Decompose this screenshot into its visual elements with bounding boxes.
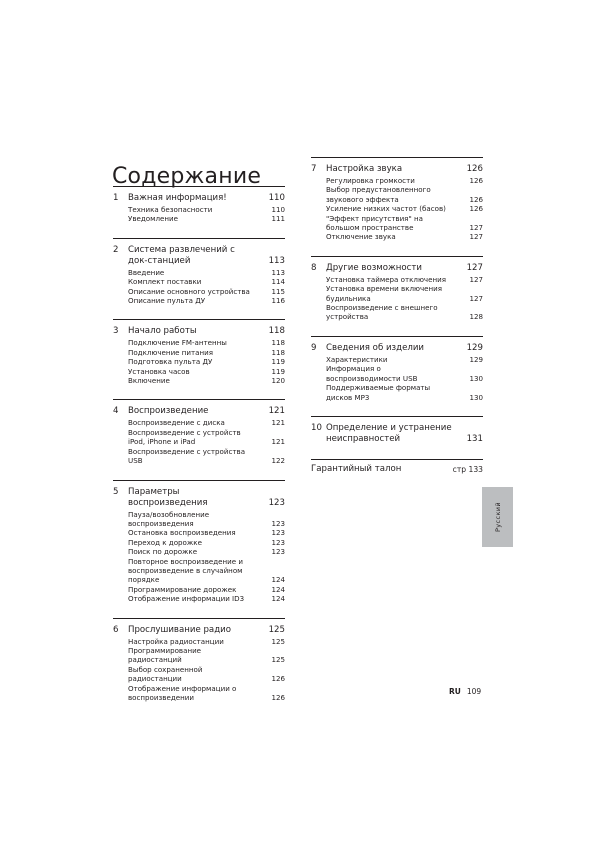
toc-entry[interactable] (311, 204, 483, 213)
section-heading[interactable] (113, 406, 285, 417)
section-title: Важная информация! (128, 193, 227, 203)
section-page: 113 (268, 255, 285, 266)
entry-label: Описание пульта ДУ (128, 296, 206, 306)
entry-page: 119 (271, 357, 285, 367)
entry-page: 118 (271, 347, 285, 357)
entry-label: Отключение звука (326, 232, 396, 242)
toc-entry[interactable] (113, 594, 285, 603)
section-page: 118 (268, 326, 285, 337)
entry-label: Переход к дорожке (128, 537, 202, 547)
warranty-page: стр 133 (452, 464, 483, 474)
section-page: 131 (466, 433, 483, 444)
entry-page: 124 (271, 575, 285, 585)
entry-page: 129 (469, 354, 483, 364)
section-page: 129 (466, 342, 483, 353)
section-title: Прослушивание радио (128, 624, 231, 635)
toc-entry[interactable] (113, 646, 285, 665)
toc-section (113, 399, 285, 465)
section-number: 5 (113, 486, 119, 497)
entry-page: 126 (469, 194, 483, 204)
entry-page: 118 (271, 338, 285, 348)
entry-label: "Эффект присутствия" на большом пространстве (326, 213, 423, 233)
toc-section (311, 416, 483, 445)
toc-section (113, 319, 285, 385)
entry-label: Выбор предустановленного звукового эффекта (326, 185, 431, 204)
entry-label: Воспроизведение с устройства USB (128, 446, 246, 466)
section-heading[interactable] (311, 343, 483, 354)
entry-label: Комплект поставки (128, 277, 202, 287)
entry-page: 126 (469, 176, 483, 185)
entry-label: Отображение информации ID3 (128, 594, 245, 604)
section-title: Система развлечений с док-станцией (128, 244, 235, 266)
toc-section (113, 186, 285, 224)
toc-entry[interactable] (113, 447, 285, 466)
entry-label: Настройка радиостанции (128, 636, 224, 646)
language-tab (482, 487, 513, 547)
entry-label: Подключение питания (128, 347, 214, 357)
entry-label: Подготовка пульта ДУ (128, 357, 213, 367)
entry-page: 126 (271, 693, 285, 702)
toc-entry[interactable] (113, 338, 285, 347)
toc-entry[interactable] (311, 284, 483, 303)
entry-label: Поиск по дорожке (128, 547, 198, 557)
entry-label: Программирование дорожек (128, 584, 237, 594)
section-number: 10 (311, 422, 322, 433)
section-number: 2 (113, 244, 119, 255)
entry-page: 110 (271, 205, 285, 214)
toc-entry[interactable] (113, 277, 285, 286)
entry-label: Воспроизведение с диска (128, 418, 225, 428)
entry-label: Характеристики (326, 354, 388, 364)
entry-page: 130 (469, 392, 483, 402)
entry-page: 115 (271, 286, 285, 296)
entry-page: 123 (271, 528, 285, 538)
toc-entry[interactable] (113, 428, 285, 447)
section-title: Другие возможности (326, 262, 422, 273)
section-page: 127 (466, 262, 483, 273)
section-number: 6 (113, 624, 119, 635)
section-title: Параметры воспроизведения (128, 486, 208, 508)
section-title: Начало работы (128, 326, 197, 337)
entry-label: Уведомление (128, 214, 178, 224)
entry-label: Отображение информации о воспроизведении (128, 683, 237, 702)
entry-page: 128 (469, 312, 483, 322)
toc-section (113, 238, 285, 306)
toc-entry[interactable] (113, 510, 285, 529)
toc-entry[interactable] (113, 357, 285, 366)
toc-entry[interactable] (311, 214, 483, 233)
toc-entry[interactable] (311, 275, 483, 284)
entry-label: Техника безопасности (128, 205, 213, 214)
section-title: Воспроизведение (128, 406, 209, 417)
entry-label: Установка времени включения будильника (326, 284, 443, 303)
entry-label: Остановка воспроизведения (128, 528, 236, 538)
footer-page-number: 109 (466, 687, 482, 696)
entry-label: Информация о воспроизводимости USB (326, 364, 418, 383)
section-heading[interactable] (311, 263, 483, 274)
toc-entry[interactable] (113, 538, 285, 547)
toc-entry[interactable] (113, 684, 285, 703)
toc-entry[interactable] (113, 348, 285, 357)
entry-page: 116 (271, 296, 285, 306)
section-heading[interactable] (113, 487, 285, 509)
section-number: 8 (311, 262, 317, 273)
section-page: 126 (466, 164, 483, 174)
entry-page: 119 (271, 366, 285, 376)
entry-page: 123 (271, 518, 285, 528)
entry-page: 121 (271, 418, 285, 428)
section-heading[interactable] (113, 245, 285, 267)
entry-label: Воспроизведение с внешнего устройства (326, 303, 438, 322)
footer-language: RU (449, 687, 461, 696)
toc-entry[interactable] (113, 528, 285, 537)
toc-entry[interactable] (113, 637, 285, 646)
entry-page: 122 (271, 456, 285, 466)
toc-entry[interactable] (311, 232, 483, 241)
entry-page: 123 (271, 537, 285, 547)
section-page: 110 (268, 193, 285, 203)
entry-page: 124 (271, 584, 285, 594)
section-page: 125 (268, 624, 285, 635)
section-title: Настройка звука (326, 164, 403, 174)
entry-label: Описание основного устройства (128, 286, 250, 296)
toc-entry[interactable] (113, 296, 285, 305)
entry-label: Программирование радиостанций (128, 645, 202, 665)
warranty-title: Гарантийный талон (311, 463, 402, 474)
entry-label: Пауза/возобновление воспроизведения (128, 509, 210, 528)
toc-section (311, 256, 483, 322)
toc-entry[interactable] (113, 287, 285, 296)
warranty-entry[interactable] (311, 459, 483, 475)
entry-label: Повторное воспроизведение и воспроизведение в случайном порядке (128, 556, 244, 585)
entry-page: 123 (271, 547, 285, 557)
section-heading[interactable] (113, 625, 285, 636)
toc-entry[interactable] (311, 364, 483, 383)
entry-label: Введение (128, 267, 165, 277)
toc-entry[interactable] (113, 214, 285, 223)
toc-entry[interactable] (113, 418, 285, 427)
entry-page: 120 (271, 376, 285, 386)
language-tab-label: Русский (493, 501, 502, 533)
page-title: Содержание (112, 163, 262, 189)
entry-page: 130 (469, 373, 483, 383)
entry-label: Воспроизведение с устройств iPod, iPhone и iPad (128, 427, 241, 447)
toc-entry[interactable] (113, 557, 285, 585)
section-heading[interactable] (113, 193, 285, 204)
entry-page: 125 (271, 636, 285, 646)
toc-entry[interactable] (311, 185, 483, 204)
section-number: 9 (311, 342, 317, 353)
entry-page: 126 (469, 204, 483, 214)
toc-entry[interactable] (311, 383, 483, 402)
toc-entry[interactable] (113, 376, 285, 385)
toc-section (113, 618, 285, 703)
entry-label: Включение (128, 376, 170, 386)
toc-entry[interactable] (113, 268, 285, 277)
section-title: Сведения об изделии (326, 342, 425, 353)
toc-entry[interactable] (113, 585, 285, 594)
entry-page: 121 (271, 437, 285, 447)
toc-column-left (113, 186, 285, 716)
section-page: 121 (268, 406, 285, 417)
toc-column-right (311, 157, 483, 475)
toc-entry[interactable] (113, 205, 285, 214)
section-heading[interactable] (311, 164, 483, 175)
section-heading[interactable] (311, 423, 483, 445)
entry-label: Установка часов (128, 366, 190, 376)
entry-page: 124 (271, 594, 285, 604)
entry-page: 114 (271, 277, 285, 287)
toc-section (113, 480, 285, 604)
entry-label: Выбор сохраненной радиостанции (128, 664, 203, 684)
section-page: 123 (268, 497, 285, 508)
entry-page: 126 (271, 674, 285, 684)
entry-page: 111 (271, 214, 285, 224)
toc-entry[interactable] (311, 303, 483, 322)
section-number: 7 (311, 164, 317, 174)
section-number: 1 (113, 193, 119, 203)
toc-entry[interactable] (113, 547, 285, 556)
entry-page: 113 (271, 267, 285, 277)
toc-entry[interactable] (113, 665, 285, 684)
entry-page: 127 (469, 232, 483, 242)
entry-label: Усиление низких частот (басов) (326, 204, 446, 214)
toc-entry[interactable] (113, 367, 285, 376)
toc-entry[interactable] (311, 355, 483, 364)
entry-page: 127 (469, 274, 483, 284)
entry-page: 125 (271, 655, 285, 665)
entry-page: 127 (469, 293, 483, 303)
section-number: 4 (113, 406, 119, 417)
toc-section (311, 336, 483, 402)
page-footer (449, 687, 481, 696)
entry-page: 127 (469, 223, 483, 233)
entry-label: Регулировка громкости (326, 176, 415, 185)
section-number: 3 (113, 326, 119, 337)
toc-entry[interactable] (311, 176, 483, 185)
toc-section (311, 157, 483, 242)
entry-label: Подключение FM-антенны (128, 338, 227, 348)
section-title: Определение и устранение неисправностей (326, 422, 452, 444)
entry-label: Установка таймера отключения (326, 274, 446, 284)
entry-label: Поддерживаемые форматы дисков MP3 (326, 383, 431, 402)
section-heading[interactable] (113, 326, 285, 337)
